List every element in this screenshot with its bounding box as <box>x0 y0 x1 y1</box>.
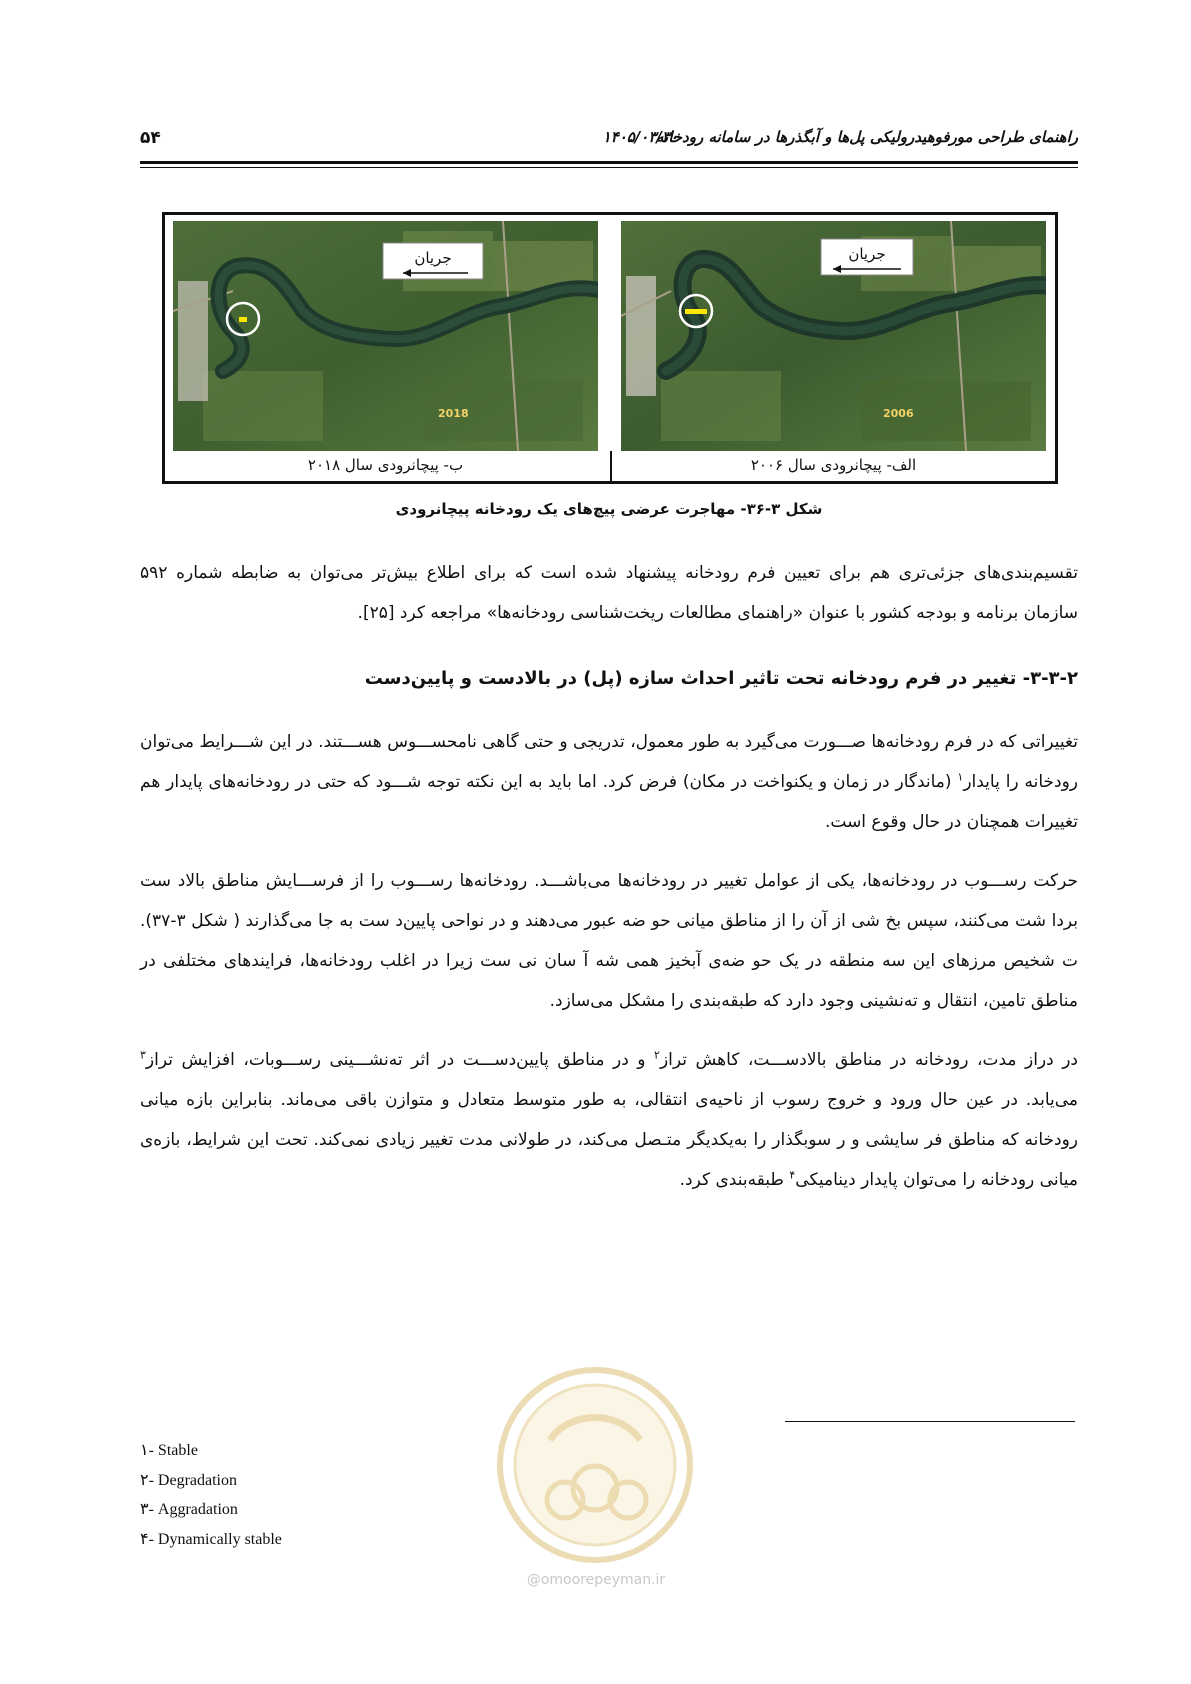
header-rule-thin <box>140 167 1078 168</box>
year-label-2006: 2006 <box>883 407 914 420</box>
figure-caption: شکل ۳-۳۶- مهاجرت عرضی پیچ‌های یک رودخانه پیچانرودی <box>395 500 823 518</box>
paragraph-4 <box>140 1040 1078 1200</box>
footnote-ref-1: ۱ <box>957 770 964 784</box>
paragraph-2-part-1: تغییراتی که در فرم رودخانه‌ها صـــورت می‌گیرد به طور معمول، تدریجی و حتی گاهی نامحســـوس هســـتند. در این شـــرایط می‌توان رودخانه را پایدار <box>140 732 1079 792</box>
page-header <box>140 128 1078 158</box>
paragraph-2 <box>140 722 1078 842</box>
flow-label-2006: جریان <box>848 245 886 263</box>
panel-caption-2018: ب- پیچانرودی سال ۲۰۱۸ <box>307 456 464 474</box>
header-title: راهنمای طراحی مورفوهیدرولیکی پل‌ها و آبگذرها در سامانه رودخانه <box>656 128 1078 146</box>
header-rule-thick <box>140 161 1078 164</box>
footnote-3: ۳- Aggradation <box>140 1501 238 1518</box>
paragraph-4-part-1: در دراز مدت، رودخانه در مناطق بالادســـت، کاهش تراز <box>659 1050 1078 1070</box>
watermark-text: @omoorepeyman.ir <box>526 1572 666 1588</box>
paragraph-1: تقسیم‌بندی‌های جزئی‌تری هم برای تعیین فرم رودخانه پیشنهاد شده است که برای اطلاع بیش‌تر می‌توان به ضابطه شماره ۵۹۲ سازمان برنامه و بودجه کشور با عنوان «راهنمای مطالعات ریخت‌شناسی رودخانه‌ها» مراجعه کرد [۲۵]. <box>140 563 1078 623</box>
paragraph-4-part-4: طبقه‌بندی کرد. <box>679 1170 790 1190</box>
footnote-ref-4: ۴ <box>789 1168 796 1182</box>
paragraph-4-part-3: می‌یابد. در عین حال ورود و خروج رسوب از ناحیه‌ی انتقالی، به طور متوسط متعادل و متوازن باقی می‌ماند. بنابراین بازه میانی رودخانه که مناطق فر سایشی و ر سوبگذار را به‌یکدیگر متـصل می‌کند، در طولانی مدت تغییر زیادی نمی‌کند. تحت این شرایط، بازه‌ی میانی رودخانه را می‌توان پایدار دینامیکی <box>140 1090 1078 1190</box>
satellite-image-2018 <box>173 221 598 451</box>
satellite-map-2018 <box>173 221 598 451</box>
header-date: ۱۴۰۵/۰۳/۳۰ <box>602 128 678 146</box>
satellite-image-2006 <box>621 221 1046 451</box>
satellite-map-2006 <box>621 221 1046 451</box>
paragraph-4-part-2: و در مناطق پایین‌دســـت در اثر ته‌نشـــینی رســـوبات، افزایش تراز <box>145 1050 655 1070</box>
panel-caption-2006: الف- پیچانرودی سال ۲۰۰۶ <box>750 456 917 474</box>
footnote-ref-3: ۳ <box>140 1048 146 1062</box>
paragraph-3: حرکت رســـوب در رودخانه‌ها، یکی از عوامل تغییر در رودخانه‌ها می‌باشـــد. رودخانه‌ها رســـوب را از فرســـایش مناطق بالاد ست بردا شت می‌کنند، سپس بخ شی از آن را از مناطق میانی حو ضه عبور می‌دهند و در نواحی پایین‌د ست به جا می‌گذارند ( شکل ۳-۳۷). ت شخیص مرزهای این سه منطقه در یک حو ضه‌ی آبخیز همی شه آ سان نی ست زیرا در اغلب رودخانه‌ها، فرایندهای مختلفی در مناطق تامین، انتقال و ته‌نشینی وجود دارد که طبقه‌بندی را مشکل می‌سازد. <box>140 871 1078 1011</box>
paragraph-2-part-2: (ماندگار در زمان و یکنواخت در مکان) فرض کرد. اما باید به این نکته توجه شـــود که حتی در رودخانه‌های پایدار هم تغییرات همچنان در حال وقوع است. <box>140 772 1078 832</box>
footnote-ref-2: ۲ <box>654 1048 660 1062</box>
footnote-1: ۱- Stable <box>140 1442 198 1459</box>
flow-label-2018: جریان <box>414 249 452 267</box>
footnote-rule <box>785 1421 1075 1422</box>
figure-box <box>162 212 1058 484</box>
footnote-2: ۲- Degradation <box>140 1472 237 1489</box>
section-heading: ۳-۳-۲- تغییر در فرم رودخانه تحت تاثیر احداث سازه (پل) در بالادست و پایین‌دست <box>364 668 1078 689</box>
watermark-seal-icon <box>490 1360 700 1570</box>
year-label-2018: 2018 <box>438 407 469 420</box>
footnote-4: ۴- Dynamically stable <box>140 1531 282 1548</box>
caption-divider <box>610 451 612 481</box>
page-number: ۵۴ <box>140 128 161 148</box>
